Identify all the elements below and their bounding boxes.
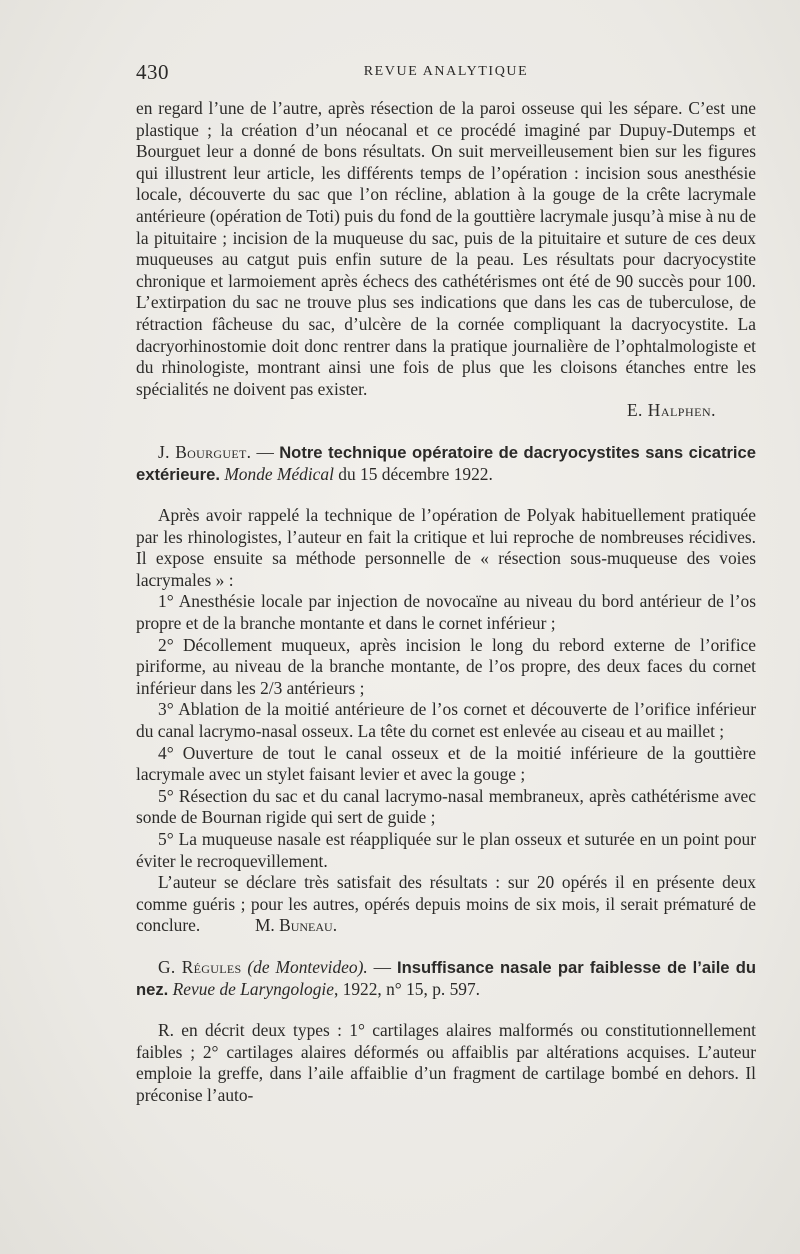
- page-header: [136, 60, 756, 86]
- article2-step-2: 2° Décollement muqueux, après incision le long du rebord externe de l’orifice piriforme, au niveau de la branche montante, de l’os propre, des deux faces du cornet inférieur dans les 2/3 antérieurs ;: [136, 634, 756, 698]
- article3-dash: —: [367, 956, 397, 977]
- article2-step-1: 1° Anesthésie locale par injection de novocaïne au niveau du bord antérieur de l’os propre et de la branche montante et dans le cornet inférieur ;: [136, 591, 756, 634]
- article3-title: Insuffisance nasale par faiblesse de l’aile du nez.: [136, 957, 756, 999]
- article3-origin: (de Montevideo).: [247, 956, 368, 977]
- running-title: REVUE ANALYTIQUE: [363, 64, 529, 79]
- article2-dash: —: [251, 441, 280, 462]
- article2-date: du 15 décembre 1922.: [333, 463, 493, 484]
- article3-reference: [136, 957, 756, 1000]
- article2-reference: [136, 442, 756, 485]
- article2-conclusion: [136, 872, 756, 937]
- article1-text: en regard l’une de l’autre, après résection de la paroi osseuse qui les sépare. C’est une plastique ; la création d’un néocanal et ce procédé imaginé par Dupuy-Dutemps et Bourguet leur a donné de bons résultats. On suit merveilleusement bien sur les figures qui illustrent leur article, les différents temps de l’opération : incision sous anesthésie locale, découverte du sac que l’on récline, ablation à la gouge de la crête lacrymale antérieure (opération de Toti) puis du fond de la gouttière lacrymale jusqu’à mise à nu de la pituitaire ; incision de la muqueuse du sac, puis de la pituitaire et suture de ces deux muqueuses au catgut puis enfin suture de la peau. Les résultats pour dacryocystite chronique et larmoiement après échecs des cathétérismes ont été de 90 succès pour 100. L’extirpation du sac ne trouve plus ses indications que dans les cas de tuberculose, de rétraction fâcheuse du sac, d’ulcère de la cornée compliquant la dacryocystite. La dacryorhinostomie doit donc rentrer dans la pratique journalière de l’ophtalmologiste et du rhinologiste, montrant ainsi une fois de plus que les cloisons étanches entre les spécialités ne doivent pas exister.: [136, 98, 756, 399]
- page-number: 430: [136, 60, 169, 84]
- article3-journal: Revue de Laryngologie: [172, 978, 334, 999]
- article3-citation: , 1922, n° 15, p. 597.: [333, 978, 481, 999]
- article2-step-6: 5° La muqueuse nasale est réappliquée sur le plan osseux et suturée en un point pour éviter le recroquevillement.: [136, 829, 756, 871]
- article2-step-4: 4° Ouverture de tout le canal osseux et de la moitié inférieure de la gouttière lacrymale avec un stylet faisant levier et avec la gouge ;: [136, 742, 756, 785]
- article2-title: Notre technique opératoire de dacryocystites sans cicatrice extérieure.: [136, 442, 756, 484]
- article2-step-3: 3° Ablation de la moitié antérieure de l’os cornet et découverte de l’orifice inférieur du canal lacrymo-nasal osseux. La tête du cornet est enlevée au ciseau et au maillet ;: [136, 699, 756, 742]
- article2-author: J. Bourguet.: [158, 441, 252, 462]
- article3-author: G. Régules: [158, 956, 242, 977]
- article2-journal: Monde Médical: [224, 463, 334, 484]
- article2-signature: M. Buneau.: [254, 915, 338, 936]
- article2-step-5: 5° Résection du sac et du canal lacrymo-nasal membraneux, après cathétérisme avec sonde de Bournan rigide qui sert de guide ;: [136, 785, 756, 828]
- article3-text: R. en décrit deux types : 1° cartilages alaires malformés ou constitutionnellement faibles ; 2° cartilages alaires déformés ou affaiblis par altérations acquises. L’auteur emploie la greffe, dans l’aile affaiblie d’un fragment de cartilage bombé en dehors. Il préconise l’auto-: [136, 1020, 756, 1105]
- article2-intro: Après avoir rappelé la technique de l’opération de Polyak habituellement pratiquée par les rhinologistes, l’auteur en fait la critique et lui reproche de nombreuses récidives. Il expose ensuite sa méthode personnelle de « résection sous-muqueuse des voies lacrymales » :: [136, 505, 756, 590]
- article2-conclusion-text: L’auteur se déclare très satisfait des résultats : sur 20 opérés il en présente deux comme guéris ; pour les autres, opérés depuis moins de six mois, il serait prématuré de conclure.: [136, 872, 756, 936]
- article1-signature: E. Halphen.: [626, 400, 716, 421]
- article-body: [136, 98, 756, 1107]
